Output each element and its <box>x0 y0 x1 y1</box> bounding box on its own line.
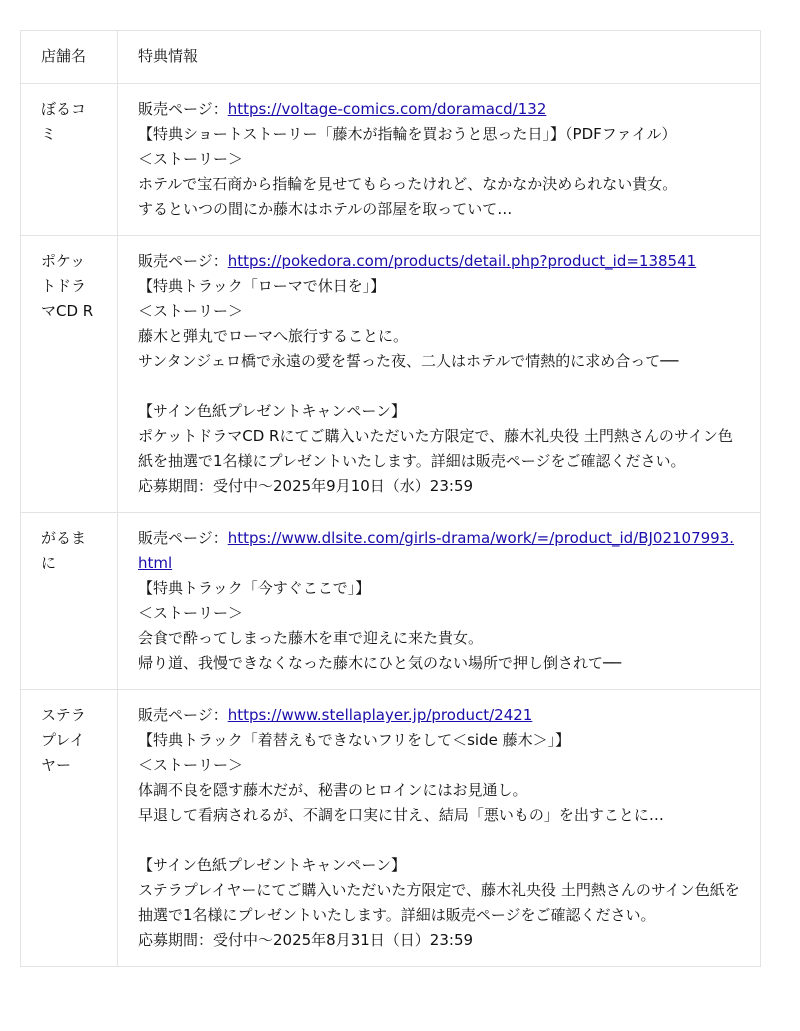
campaign-title: 【サイン色紙プレゼントキャンペーン】 <box>138 402 407 420</box>
spacer <box>138 374 740 399</box>
header-info: 特典情報 <box>118 31 761 84</box>
story-text: するといつの間にか藤木はホテルの部屋を取っていて… <box>138 200 513 218</box>
campaign-title: 【サイン色紙プレゼントキャンペーン】 <box>138 856 407 874</box>
story-heading: ＜ストーリー＞ <box>138 756 244 774</box>
sales-label: 販売ページ： <box>138 100 228 118</box>
table-row <box>21 690 761 967</box>
sales-line <box>138 526 740 576</box>
sales-page-link[interactable]: https://pokedora.com/products/detail.php?product_id=138541 <box>227 252 697 270</box>
sales-label: 販売ページ： <box>138 252 228 270</box>
story-text: 藤木と弾丸でローマへ旅行することに。 <box>138 327 409 345</box>
shop-name: ぼるコミ <box>21 84 118 236</box>
sales-line <box>138 703 740 728</box>
sales-page-link[interactable]: https://www.stellaplayer.jp/product/2421 <box>227 706 533 724</box>
bonus-info <box>118 84 761 236</box>
header-shop: 店舗名 <box>21 31 118 84</box>
bonus-title: 【特典トラック「ローマで休日を」】 <box>138 277 386 295</box>
sales-label: 販売ページ： <box>138 706 228 724</box>
shop-name: ポケットドラマCD R <box>21 236 118 513</box>
story-text: ホテルで宝石商から指輪を見せてもらったけれど、なかなか決められない貴女。 <box>138 175 678 193</box>
story-text: サンタンジェロ橋で永遠の愛を誓った夜、二人はホテルで情熱的に求め合って── <box>138 352 679 370</box>
bonus-title: 【特典トラック「今すぐここで」】 <box>138 579 371 597</box>
campaign-period: 応募期間：受付中〜2025年9月10日（水）23:59 <box>138 477 474 495</box>
bonus-info <box>118 513 761 690</box>
table-row <box>21 236 761 513</box>
bonus-info <box>118 690 761 967</box>
sales-line <box>138 249 740 274</box>
story-text: 会食で酔ってしまった藤木を車で迎えに来た貴女。 <box>138 629 484 647</box>
story-text: 体調不良を隠す藤木だが、秘書のヒロインにはお見通し。 <box>138 781 528 799</box>
table-row <box>21 84 761 236</box>
campaign-text: ステラプレイヤーにてご購入いただいた方限定で、藤木礼央役 土門熱さんのサイン色紙を抽選で1名様にプレゼントいたします。詳細は販売ページをご確認ください。 <box>138 881 740 924</box>
story-heading: ＜ストーリー＞ <box>138 302 244 320</box>
bonus-title: 【特典ショートストーリー「藤木が指輪を買おうと思った日」】（PDFファイル） <box>138 125 677 143</box>
sales-label: 販売ページ： <box>138 529 228 547</box>
spacer <box>138 828 740 853</box>
sales-line <box>138 97 740 122</box>
bonus-table-container <box>20 30 761 967</box>
story-text: 帰り道、我慢できなくなった藤木にひと気のない場所で押し倒されて── <box>138 654 622 672</box>
story-heading: ＜ストーリー＞ <box>138 604 244 622</box>
table-header-row <box>21 31 761 84</box>
bonus-table <box>20 30 761 967</box>
bonus-info <box>118 236 761 513</box>
sales-page-link[interactable]: https://www.dlsite.com/girls-drama/work/=/product_id/BJ02107993.html <box>138 529 735 572</box>
table-row <box>21 513 761 690</box>
story-text: 早退して看病されるが、不調を口実に甘え、結局「悪いもの」を出すことに… <box>138 806 664 824</box>
campaign-text: ポケットドラマCD Rにてご購入いただいた方限定で、藤木礼央役 土門熱さんのサイン色紙を抽選で1名様にプレゼントいたします。詳細は販売ページをご確認ください。 <box>138 427 733 470</box>
campaign-period: 応募期間：受付中〜2025年8月31日（日）23:59 <box>138 931 474 949</box>
bonus-title: 【特典トラック「着替えもできないフリをして＜side 藤木＞」】 <box>138 731 571 749</box>
sales-page-link[interactable]: https://voltage-comics.com/doramacd/132 <box>227 100 547 118</box>
shop-name: がるまに <box>21 513 118 690</box>
shop-name: ステラプレイヤー <box>21 690 118 967</box>
story-heading: ＜ストーリー＞ <box>138 150 244 168</box>
